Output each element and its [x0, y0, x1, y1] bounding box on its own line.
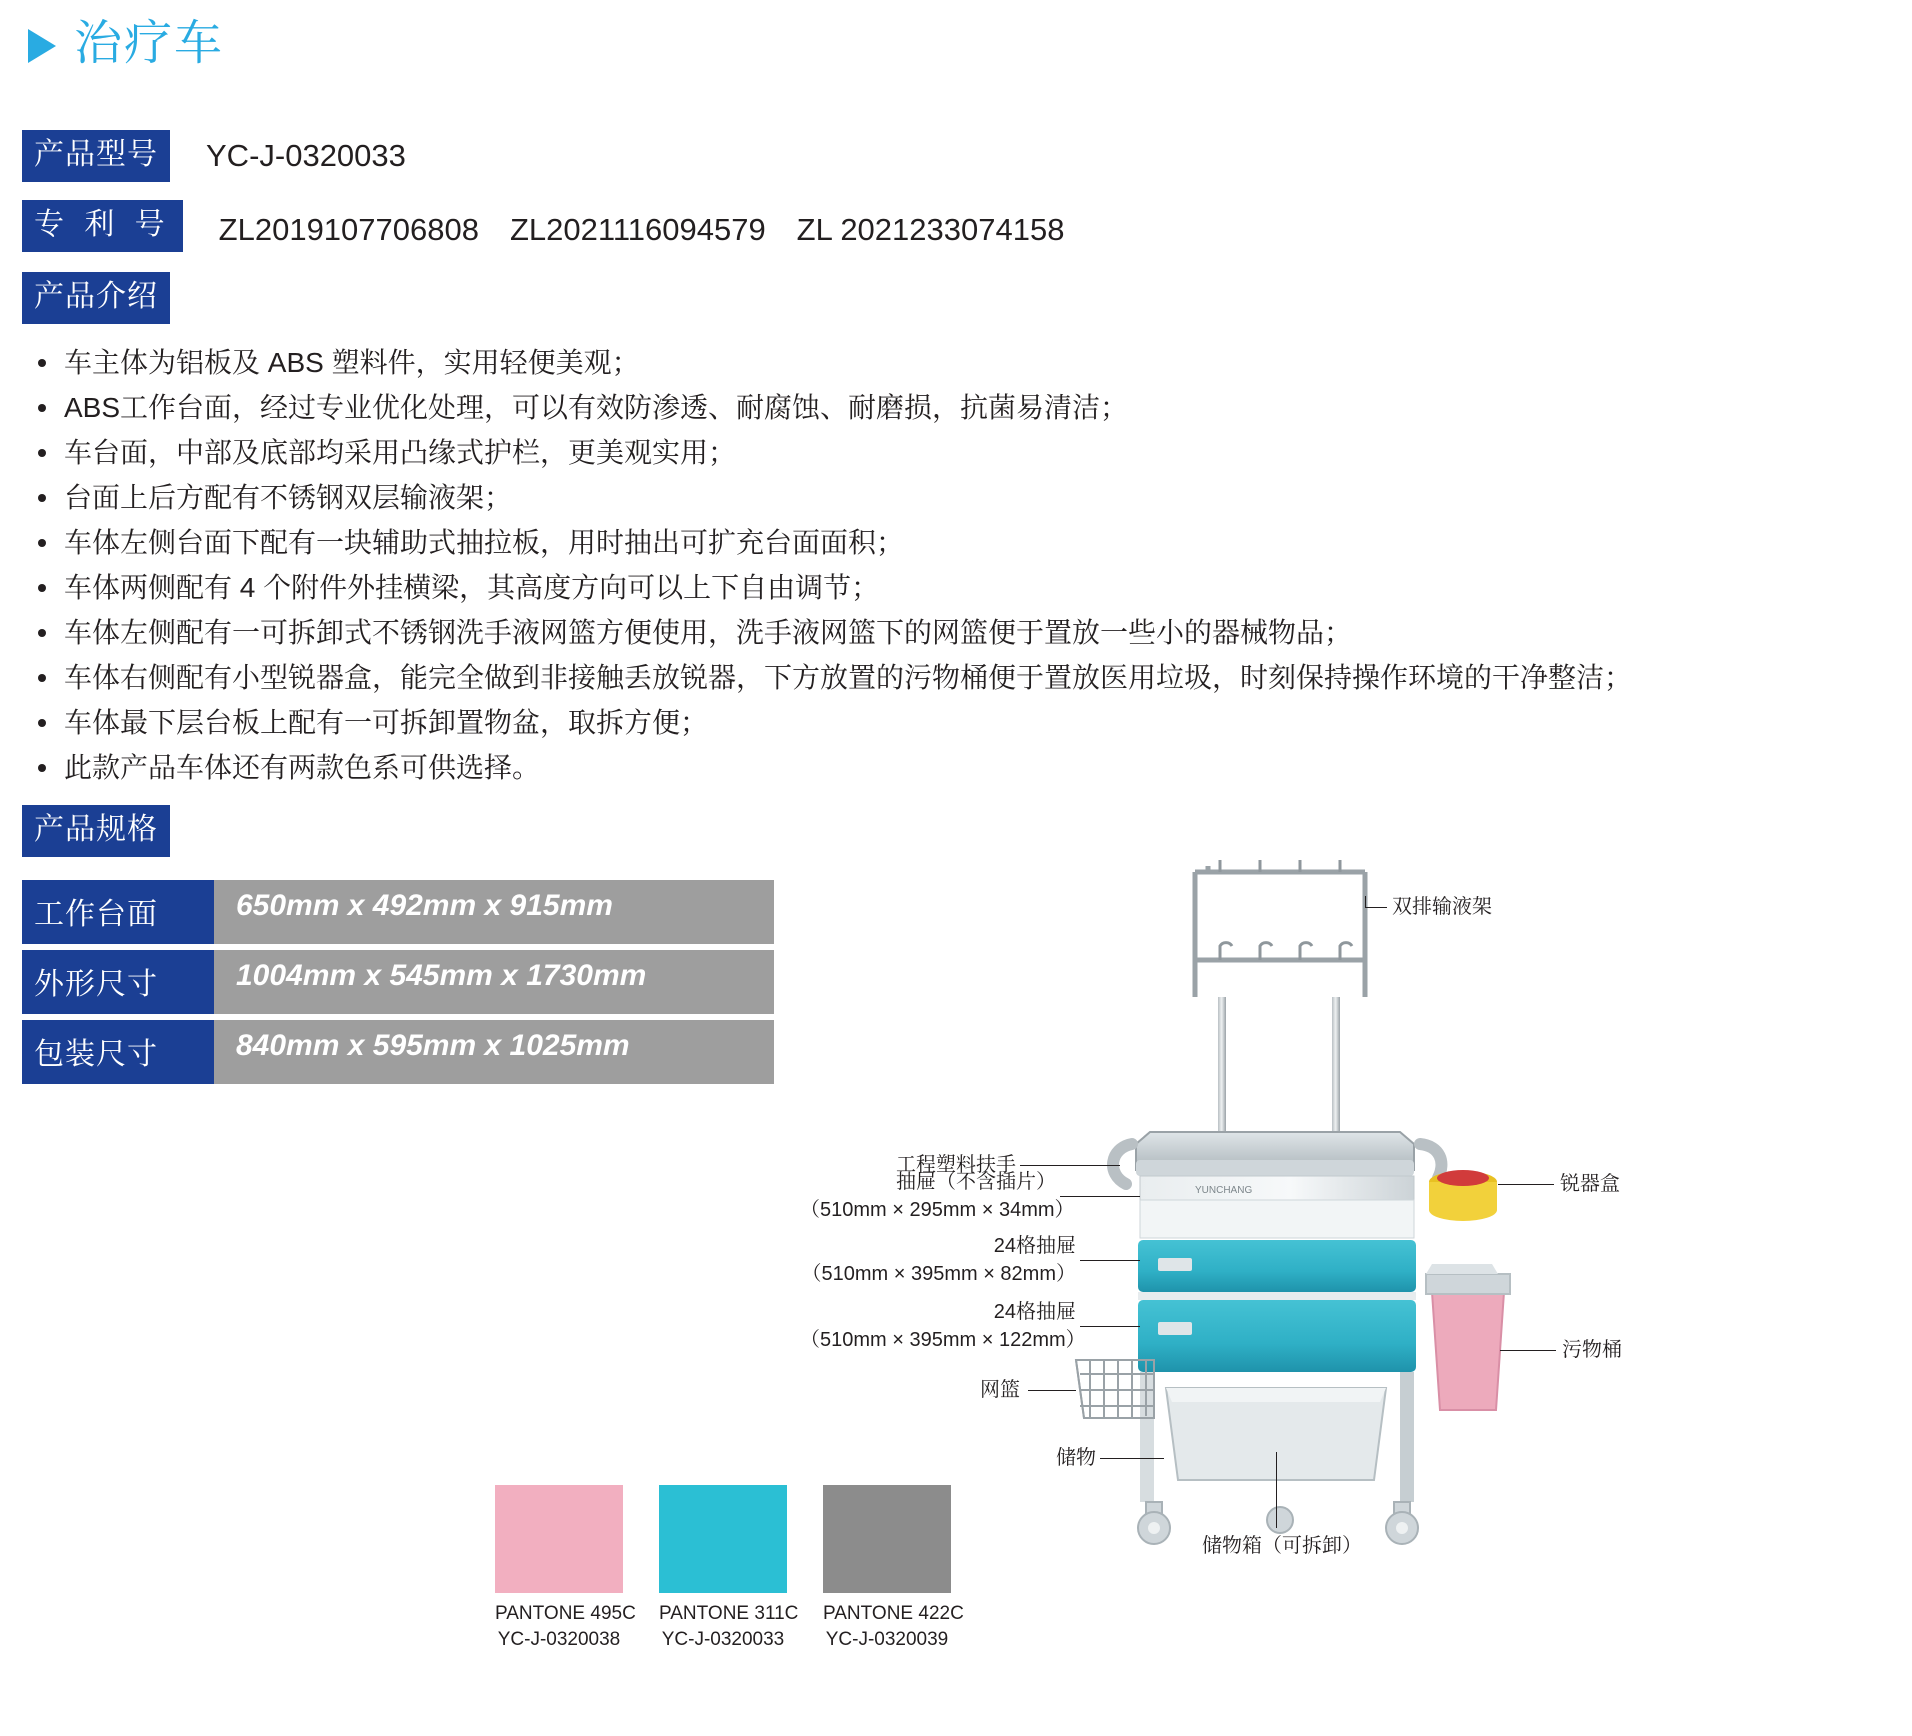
leader-line — [1498, 1184, 1554, 1185]
product-illustration — [980, 860, 1910, 1730]
callout-handle: 工程塑料扶手 — [896, 1154, 1016, 1176]
spec-key: 包装尺寸 — [22, 1020, 214, 1084]
specs-table — [22, 880, 774, 1090]
patent-number-value: ZL2019107706808 ZL2021116094579 ZL 2021233074158 — [218, 211, 1065, 247]
spec-value: 1004mm x 545mm x 1730mm — [214, 950, 774, 1014]
leader-line — [1060, 1196, 1140, 1197]
callout-basket: 网篮 — [980, 1379, 1020, 1401]
leader-line — [1020, 1165, 1120, 1166]
list-item: 车体两侧配有 4 个附件外挂横梁，其高度方向可以上下自由调节； — [22, 565, 1722, 610]
patent-number-label: 专 利 号 — [22, 200, 183, 252]
intro-heading-label: 产品介绍 — [22, 272, 170, 324]
list-item: 台面上后方配有不锈钢双层输液架； — [22, 475, 1722, 520]
list-item: 车体最下层台板上配有一可拆卸置物盆，取拆方便； — [22, 700, 1722, 745]
list-item: 车台面，中部及底部均采用凸缘式护栏，更美观实用； — [22, 430, 1722, 475]
swatch-pantone: PANTONE 495C — [495, 1603, 636, 1624]
list-item: ABS工作台面，经过专业优化处理，可以有效防渗透、耐腐蚀、耐磨损，抗菌易清洁； — [22, 385, 1722, 430]
leader-line — [1100, 1458, 1164, 1459]
page-title-row — [28, 17, 225, 70]
swatch-color-box — [823, 1485, 951, 1593]
swatch-pantone: PANTONE 422C — [823, 1603, 964, 1624]
table-row — [22, 950, 774, 1014]
swatch-pantone: PANTONE 311C — [659, 1603, 799, 1624]
callout-drawer3-line1: 24格抽屉 — [993, 1301, 1076, 1323]
leader-tick — [1276, 1452, 1277, 1528]
callout-drawer2-line2: （510mm × 395mm × 82mm） — [801, 1263, 1076, 1285]
table-row — [22, 1020, 774, 1084]
callout-waste-bin: 污物桶 — [1562, 1339, 1622, 1361]
callout-storage: 储物 — [1056, 1447, 1096, 1469]
swatch-model: YC-J-0320033 — [661, 1629, 785, 1650]
spec-value: 840mm x 595mm x 1025mm — [214, 1020, 774, 1084]
product-model-row — [22, 130, 406, 182]
leader-line — [1080, 1260, 1140, 1261]
specs-heading-label: 产品规格 — [22, 805, 170, 857]
leader-tick — [1365, 896, 1366, 908]
patent-number-row — [22, 200, 1064, 252]
intro-heading-row — [22, 272, 170, 324]
swatch-color-box — [495, 1485, 623, 1593]
color-swatch-495c — [495, 1485, 636, 1653]
list-item: 车体左侧配有一可拆卸式不锈钢洗手液网篮方便使用，洗手液网篮下的网篮便于置放一些小的器械物品； — [22, 610, 1722, 655]
leader-line — [1500, 1350, 1556, 1351]
spec-key: 工作台面 — [22, 880, 214, 944]
spec-value: 650mm x 492mm x 915mm — [214, 880, 774, 944]
callout-drawer1-line2: （510mm × 295mm × 34mm） — [800, 1199, 1075, 1221]
list-item: 车体左侧台面下配有一块辅助式抽拉板，用时抽出可扩充台面面积； — [22, 520, 1722, 565]
product-model-label: 产品型号 — [22, 130, 170, 182]
list-item: 车体右侧配有小型锐器盒，能完全做到非接触丢放锐器，下方放置的污物桶便于置放医用垃圾，时刻保持操作环境的干净整洁； — [22, 655, 1722, 700]
list-item: 此款产品车体还有两款色系可供选择。 — [22, 745, 1722, 790]
color-swatch-group — [495, 1485, 964, 1653]
swatch-model: YC-J-0320039 — [825, 1629, 949, 1650]
table-row — [22, 880, 774, 944]
play-triangle-icon — [28, 29, 56, 63]
callout-iv-pole: 双排输液架 — [1392, 896, 1492, 918]
specs-heading-row — [22, 805, 170, 857]
list-item: 车主体为铝板及 ABS 塑料件，实用轻便美观； — [22, 340, 1722, 385]
color-swatch-422c — [823, 1485, 964, 1653]
callout-drawer2-line1: 24格抽屉 — [993, 1235, 1076, 1257]
intro-bullet-list — [22, 340, 1722, 790]
color-swatch-311c — [659, 1485, 799, 1653]
callout-drawer1-line1: 抽屉（不含插片） — [896, 1171, 1056, 1193]
swatch-color-box — [659, 1485, 787, 1593]
leader-line — [1028, 1390, 1076, 1391]
callout-sharps-box: 锐器盒 — [1560, 1173, 1620, 1195]
page-title: 治疗车 — [74, 17, 225, 70]
spec-key: 外形尺寸 — [22, 950, 214, 1014]
leader-line — [1080, 1326, 1140, 1327]
leader-line — [1365, 907, 1387, 908]
svg-text:YUNCHANG: YUNCHANG — [1195, 1185, 1253, 1196]
callout-drawer3-line2: （510mm × 395mm × 122mm） — [800, 1329, 1086, 1351]
product-model-value: YC-J-0320033 — [206, 138, 406, 173]
swatch-model: YC-J-0320038 — [497, 1629, 621, 1650]
callout-storage-box: 储物箱（可拆卸） — [1202, 1535, 1362, 1557]
